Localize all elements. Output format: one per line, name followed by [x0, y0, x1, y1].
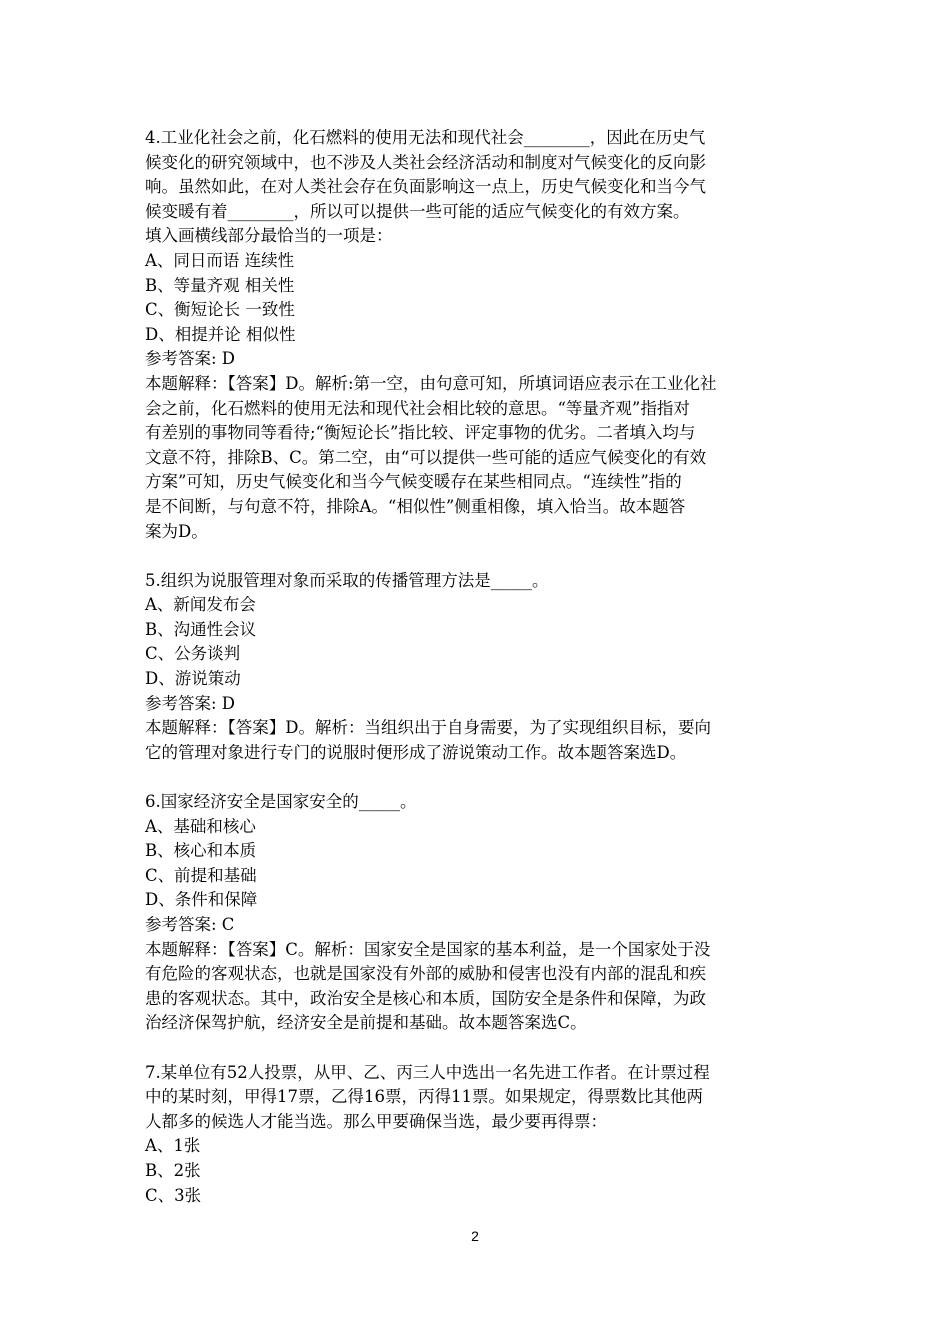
reference-answer: 参考答案: C	[145, 915, 235, 934]
option-a: A、基础和核心	[145, 816, 256, 836]
question-stem-line: 4.工业化社会之前，化石燃料的使用无法和现代社会________，因此在历史气	[145, 128, 706, 147]
explanation-line: 本题解释：【答案】D。解析:第一空，由句意可知，所填词语应表示在工业化社	[145, 373, 717, 393]
option-d: D、条件和保障	[145, 890, 258, 910]
question-stem-line: 候变化的研究领域中，也不涉及人类社会经济活动和制度对气候变化的反向影	[145, 152, 706, 172]
question-stem-line: 响。虽然如此，在对人类社会存在负面影响这一点上，历史气候变化和当今气	[145, 177, 706, 197]
option-a: A、1张	[145, 1136, 201, 1156]
question-stem-line: 7.某单位有52人投票，从甲、乙、丙三人中选出一名先进工作者。在计票过程	[145, 1062, 710, 1082]
question-stem-line: 中的某时刻，甲得17票，乙得16票，丙得11票。如果规定，得票数比其他两	[145, 1087, 703, 1107]
option-d: D、相提并论 相似性	[145, 324, 296, 344]
question-7	[145, 1061, 810, 1209]
reference-answer: 参考答案: D	[145, 349, 236, 369]
option-d: D、游说策动	[145, 669, 241, 689]
page-number: 2	[471, 1228, 479, 1244]
explanation-line: 方案”可知，历史气候变化和当今气候变暖存在某些相同点。“连续性”指的	[145, 472, 682, 492]
explanation-line: 会之前，化石燃料的使用无法和现代社会相比较的意思。“等量齐观”指指对	[145, 398, 690, 418]
question-stem-line: 候变暖有着________，所以可以提供一些可能的适应气候变化的有效方案。	[145, 201, 690, 221]
question-5	[145, 569, 810, 766]
question-4	[145, 126, 810, 544]
paragraph-gap	[145, 1036, 810, 1061]
option-c: C、3张	[145, 1185, 202, 1205]
option-a: A、新闻发布会	[145, 595, 256, 615]
option-a: A、同日而语 连续性	[145, 250, 295, 270]
explanation-line: 本题解释：【答案】D。解析：当组织出于自身需要，为了实现组织目标，要向	[145, 718, 711, 738]
option-c: C、前提和基础	[145, 865, 257, 885]
question-prompt: 填入画横线部分最恰当的一项是：	[145, 226, 393, 246]
explanation-line: 文意不符，排除B、C。第二空，由“可以提供一些可能的适应气候变化的有效	[145, 447, 707, 467]
explanation-line: 有差别的事物同等看待;“衡短论长”指比较、评定事物的优劣。二者填入均与	[145, 423, 696, 443]
reference-answer: 参考答案: D	[145, 693, 236, 713]
explanation-line: 它的管理对象进行专门的说服时便形成了游说策动工作。故本题答案选D。	[145, 742, 687, 762]
question-stem-line: 5.组织为说服管理对象而采取的传播管理方法是_____。	[145, 570, 549, 590]
explanation-line: 案为D。	[145, 521, 208, 541]
explanation-line: 治经济保驾护航，经济安全是前提和基础。故本题答案选C。	[145, 1013, 587, 1033]
question-stem-line: 6.国家经济安全是国家安全的_____。	[145, 792, 417, 812]
explanation-line: 有危险的客观状态，也就是国家没有外部的威胁和侵害也没有内部的混乱和疾	[145, 964, 706, 984]
paragraph-gap	[145, 765, 810, 790]
explanation-line: 本题解释：【答案】C。解析：国家安全是国家的基本利益，是一个国家处于没	[145, 939, 711, 959]
option-c: C、衡短论长 一致性	[145, 300, 295, 320]
question-stem-line: 人都多的候选人才能当选。那么甲要确保当选，最少要再得票：	[145, 1111, 607, 1131]
option-b: B、等量齐观 相关性	[145, 275, 295, 295]
explanation-line: 患的客观状态。其中，政治安全是核心和本质，国防安全是条件和保障，为政	[145, 988, 706, 1008]
document-body	[145, 126, 810, 1208]
option-b: B、沟通性会议	[145, 619, 257, 639]
option-b: B、核心和本质	[145, 841, 257, 861]
paragraph-gap	[145, 544, 810, 569]
explanation-line: 是不间断，与句意不符，排除A。“相似性”侧重相像，填入恰当。故本题答	[145, 496, 686, 516]
question-6	[145, 790, 810, 1036]
option-b: B、2张	[145, 1160, 201, 1180]
option-c: C、公务谈判	[145, 644, 241, 664]
